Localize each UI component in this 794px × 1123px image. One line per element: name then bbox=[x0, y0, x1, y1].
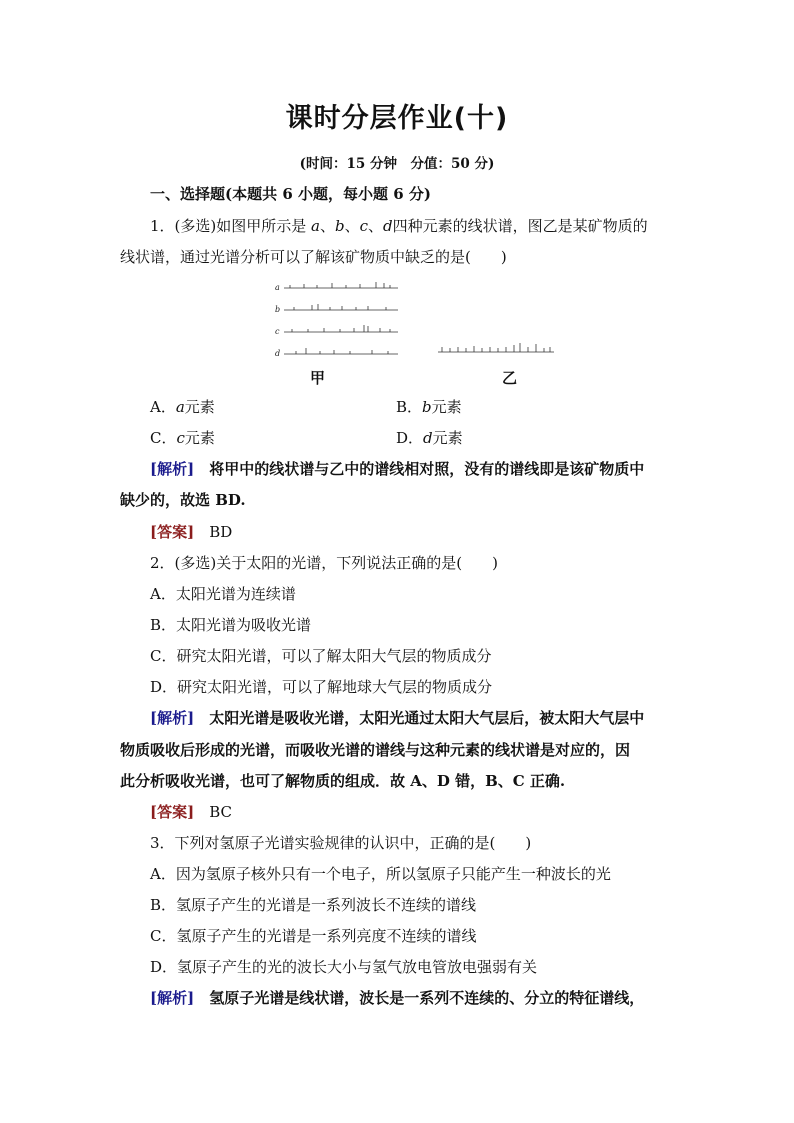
figure-label-jia: 甲 bbox=[310, 369, 326, 387]
answer-tag: [答案] bbox=[150, 803, 195, 821]
answer-tag: [答案] bbox=[150, 523, 195, 541]
q1-stem-post: 四种元素的线状谱，图乙是某矿物质的 bbox=[392, 217, 648, 235]
q2-option-a: A．太阳光谱为连续谱 bbox=[150, 585, 296, 603]
q1-analysis-line2: 缺少的，故选 BD. bbox=[120, 491, 246, 509]
q3-analysis-line1: [解析] 氢原子光谱是线状谱，波长是一系列不连续的、分立的特征谱线， bbox=[150, 989, 645, 1007]
q1-answer: [答案] BD bbox=[150, 523, 233, 541]
q1-stem-line2: 线状谱，通过光谱分析可以了解该矿物质中缺乏的是( ) bbox=[120, 248, 507, 266]
row-label-d: d bbox=[275, 349, 281, 358]
q2-analysis-line2: 物质吸收后形成的光谱，而吸收光谱的谱线与这种元素的线状谱是对应的，因 bbox=[120, 741, 631, 759]
q1-analysis-line1: [解析] 将甲中的线状谱与乙中的谱线相对照，没有的谱线即是该矿物质中 bbox=[150, 460, 645, 478]
section-heading: 一、选择题(本题共 6 小题，每小题 6 分) bbox=[150, 185, 431, 203]
q2-option-d: D．研究太阳光谱，可以了解地球大气层的物质成分 bbox=[150, 678, 493, 696]
q1-stem-line1: 1．(多选)如图甲所示是 a、b、c、d四种元素的线状谱，图乙是某矿物质的 bbox=[150, 217, 648, 235]
spectrum-lines-d bbox=[296, 348, 388, 354]
q2-stem: 2．(多选)关于太阳的光谱，下列说法正确的是( ) bbox=[150, 554, 498, 572]
row-label-a: a bbox=[275, 283, 280, 292]
spectrum-figure-jia bbox=[272, 278, 404, 362]
analysis-tag: [解析] bbox=[150, 460, 195, 478]
q3-option-d: D．氢原子产生的光的波长大小与氢气放电管放电强弱有关 bbox=[150, 958, 538, 976]
q1-var-c: c bbox=[359, 217, 369, 235]
q1-var-a: a bbox=[311, 217, 320, 235]
q2-analysis-line1: [解析] 太阳光谱是吸收光谱，太阳光通过太阳大气层后，被太阳大气层中 bbox=[150, 709, 645, 727]
analysis-tag: [解析] bbox=[150, 989, 195, 1007]
spectrum-figure-yi bbox=[434, 336, 558, 356]
q2-answer: [答案] BC bbox=[150, 803, 232, 821]
q1-var-b: b bbox=[335, 217, 345, 235]
q1-option-b: B．b元素 bbox=[396, 398, 462, 416]
q3-option-c: C．氢原子产生的光谱是一系列亮度不连续的谱线 bbox=[150, 927, 477, 945]
q3-option-b: B．氢原子产生的光谱是一系列波长不连续的谱线 bbox=[150, 896, 477, 914]
q3-stem: 3．下列对氢原子光谱实验规律的认识中，正确的是( ) bbox=[150, 834, 532, 852]
q3-option-a: A．因为氢原子核外只有一个电子，所以氢原子只能产生一种波长的光 bbox=[150, 865, 611, 883]
q1-stem-pre: 1．(多选)如图甲所示是 bbox=[150, 217, 312, 235]
q2-option-c: C．研究太阳光谱，可以了解太阳大气层的物质成分 bbox=[150, 647, 492, 665]
figure-label-yi: 乙 bbox=[502, 369, 518, 387]
q1-option-c: C．c元素 bbox=[150, 429, 215, 447]
q2-option-b: B．太阳光谱为吸收光谱 bbox=[150, 616, 312, 634]
row-label-b: b bbox=[275, 305, 281, 314]
row-label-c: c bbox=[275, 327, 280, 336]
analysis-tag: [解析] bbox=[150, 709, 195, 727]
spectrum-lines-b bbox=[294, 304, 386, 310]
page-title: 课时分层作业(十) bbox=[285, 103, 509, 134]
q1-option-d: D．d元素 bbox=[396, 429, 463, 447]
spectrum-lines-a bbox=[290, 282, 390, 288]
q1-var-d: d bbox=[383, 217, 393, 235]
spectrum-lines-c bbox=[292, 325, 390, 332]
q2-analysis-line3: 此分析吸收光谱，也可了解物质的组成．故 A、D 错，B、C 正确. bbox=[120, 772, 566, 790]
spectrum-lines-yi bbox=[442, 343, 550, 352]
q1-option-a: A．a元素 bbox=[150, 398, 215, 416]
time-score-info: (时间：15 分钟 分值：50 分) bbox=[299, 156, 495, 172]
